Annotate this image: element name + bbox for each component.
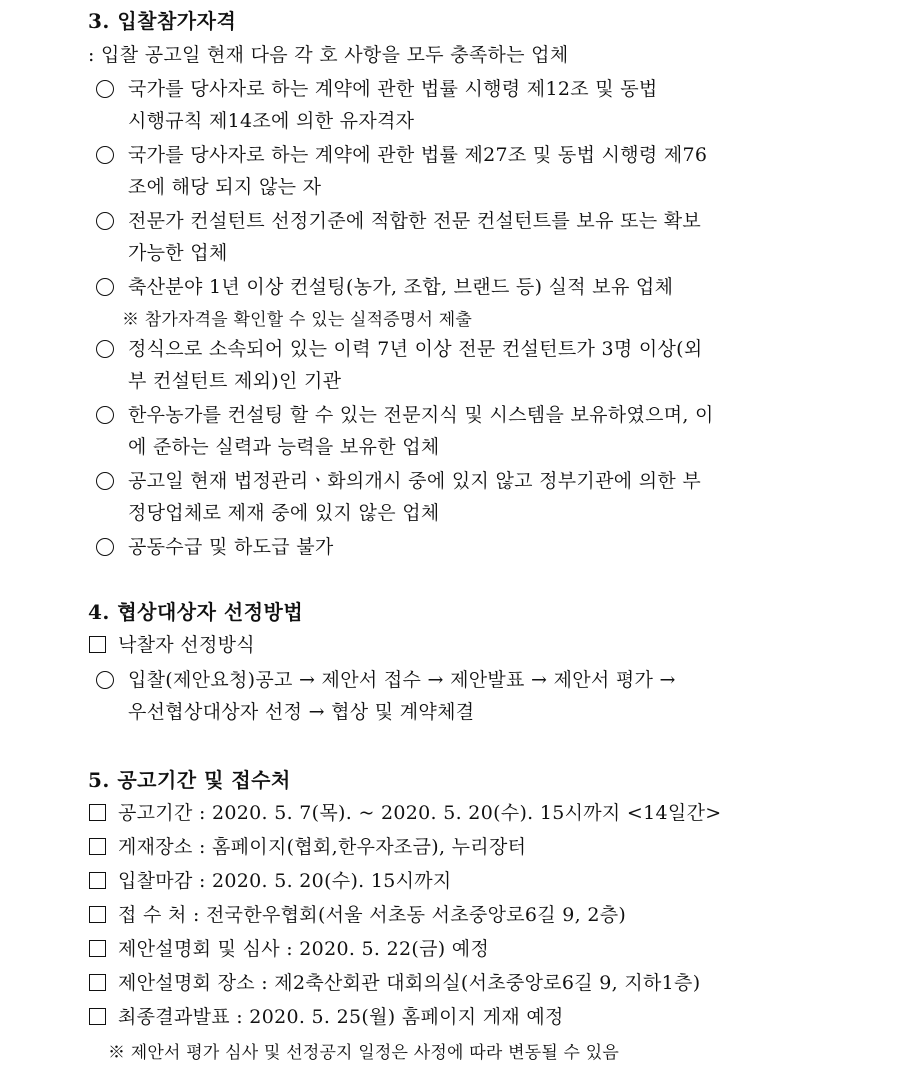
box-item: 낙찰자 선정방식: [118, 634, 255, 656]
list-item: 국가를 당사자로 하는 계약에 관한 법률 제27조 및 동법 시행령 제76: [128, 144, 708, 166]
checkbox-square-icon: [89, 906, 106, 923]
checkbox-square-icon: [89, 940, 106, 957]
list-item-continuation: 정당업체로 제재 중에 있지 않은 업체: [128, 502, 440, 524]
circle-bullet-icon: [96, 80, 114, 98]
list-item: 국가를 당사자로 하는 계약에 관한 법률 시행령 제12조 및 동법: [128, 78, 658, 100]
list-item: 전문가 컨설턴트 선정기준에 적합한 전문 컨설턴트를 보유 또는 확보: [128, 210, 702, 232]
circle-bullet-icon: [96, 146, 114, 164]
circle-bullet-icon: [96, 406, 114, 424]
list-item-continuation: 에 준하는 실력과 능력을 보유한 업체: [128, 436, 440, 458]
section-3-title: 3. 입찰참가자격: [88, 9, 237, 33]
section-5-title: 5. 공고기간 및 접수처: [88, 768, 291, 792]
circle-bullet-icon: [96, 278, 114, 296]
list-item-note: ※ 참가자격을 확인할 수 있는 실적증명서 제출: [122, 310, 473, 330]
list-item: 한우농가를 컨설팅 할 수 있는 전문지식 및 시스템을 보유하였으며, 이: [128, 404, 714, 426]
circle-bullet-icon: [96, 472, 114, 490]
checkbox-square-icon: [89, 974, 106, 991]
checkbox-square-icon: [89, 838, 106, 855]
schedule-item: 최종결과발표 : 2020. 5. 25(월) 홈페이지 게재 예정: [118, 1006, 564, 1028]
schedule-note: ※ 제안서 평가 심사 및 선정공지 일정은 사정에 따라 변동될 수 있음: [108, 1043, 620, 1063]
schedule-item: 입찰마감 : 2020. 5. 20(수). 15시까지: [118, 870, 452, 892]
section-3-intro: : 입찰 공고일 현재 다음 각 호 사항을 모두 충족하는 업체: [88, 44, 569, 66]
list-item: 축산분야 1년 이상 컨설팅(농가, 조합, 브랜드 등) 실적 보유 업체: [128, 276, 674, 298]
schedule-item: 게재장소 : 홈페이지(협회,한우자조금), 누리장터: [118, 836, 527, 858]
list-item: 공고일 현재 법정관리ㆍ화의개시 중에 있지 않고 정부기관에 의한 부: [128, 470, 702, 492]
schedule-item: 공고기간 : 2020. 5. 7(목). ~ 2020. 5. 20(수). 15시까지 <14일간>: [118, 802, 722, 824]
checkbox-square-icon: [89, 636, 106, 653]
checkbox-square-icon: [89, 872, 106, 889]
circle-bullet-icon: [96, 340, 114, 358]
list-item: 정식으로 소속되어 있는 이력 7년 이상 전문 컨설턴트가 3명 이상(외: [128, 338, 703, 360]
checkbox-square-icon: [89, 804, 106, 821]
circle-bullet-icon: [96, 212, 114, 230]
flow-line-continuation: 우선협상대상자 선정 → 협상 및 계약체결: [128, 701, 475, 723]
section-4-title: 4. 협상대상자 선정방법: [88, 600, 304, 624]
circle-bullet-icon: [96, 538, 114, 556]
list-item-continuation: 조에 해당 되지 않는 자: [128, 176, 322, 198]
list-item-continuation: 가능한 업체: [128, 242, 228, 264]
list-item-continuation: 부 컨설턴트 제외)인 기관: [128, 370, 342, 392]
schedule-item: 제안설명회 및 심사 : 2020. 5. 22(금) 예정: [118, 938, 490, 960]
list-item: 공동수급 및 하도급 불가: [128, 536, 334, 558]
schedule-item: 제안설명회 장소 : 제2축산회관 대회의실(서초중앙로6길 9, 지하1층): [118, 972, 701, 994]
flow-line: 입찰(제안요청)공고 → 제안서 접수 → 제안발표 → 제안서 평가 →: [128, 669, 676, 691]
list-item-continuation: 시행규칙 제14조에 의한 유자격자: [128, 110, 415, 132]
circle-bullet-icon: [96, 671, 114, 689]
checkbox-square-icon: [89, 1008, 106, 1025]
schedule-item: 접 수 처 : 전국한우협회(서울 서초동 서초중앙로6길 9, 2층): [118, 904, 627, 926]
